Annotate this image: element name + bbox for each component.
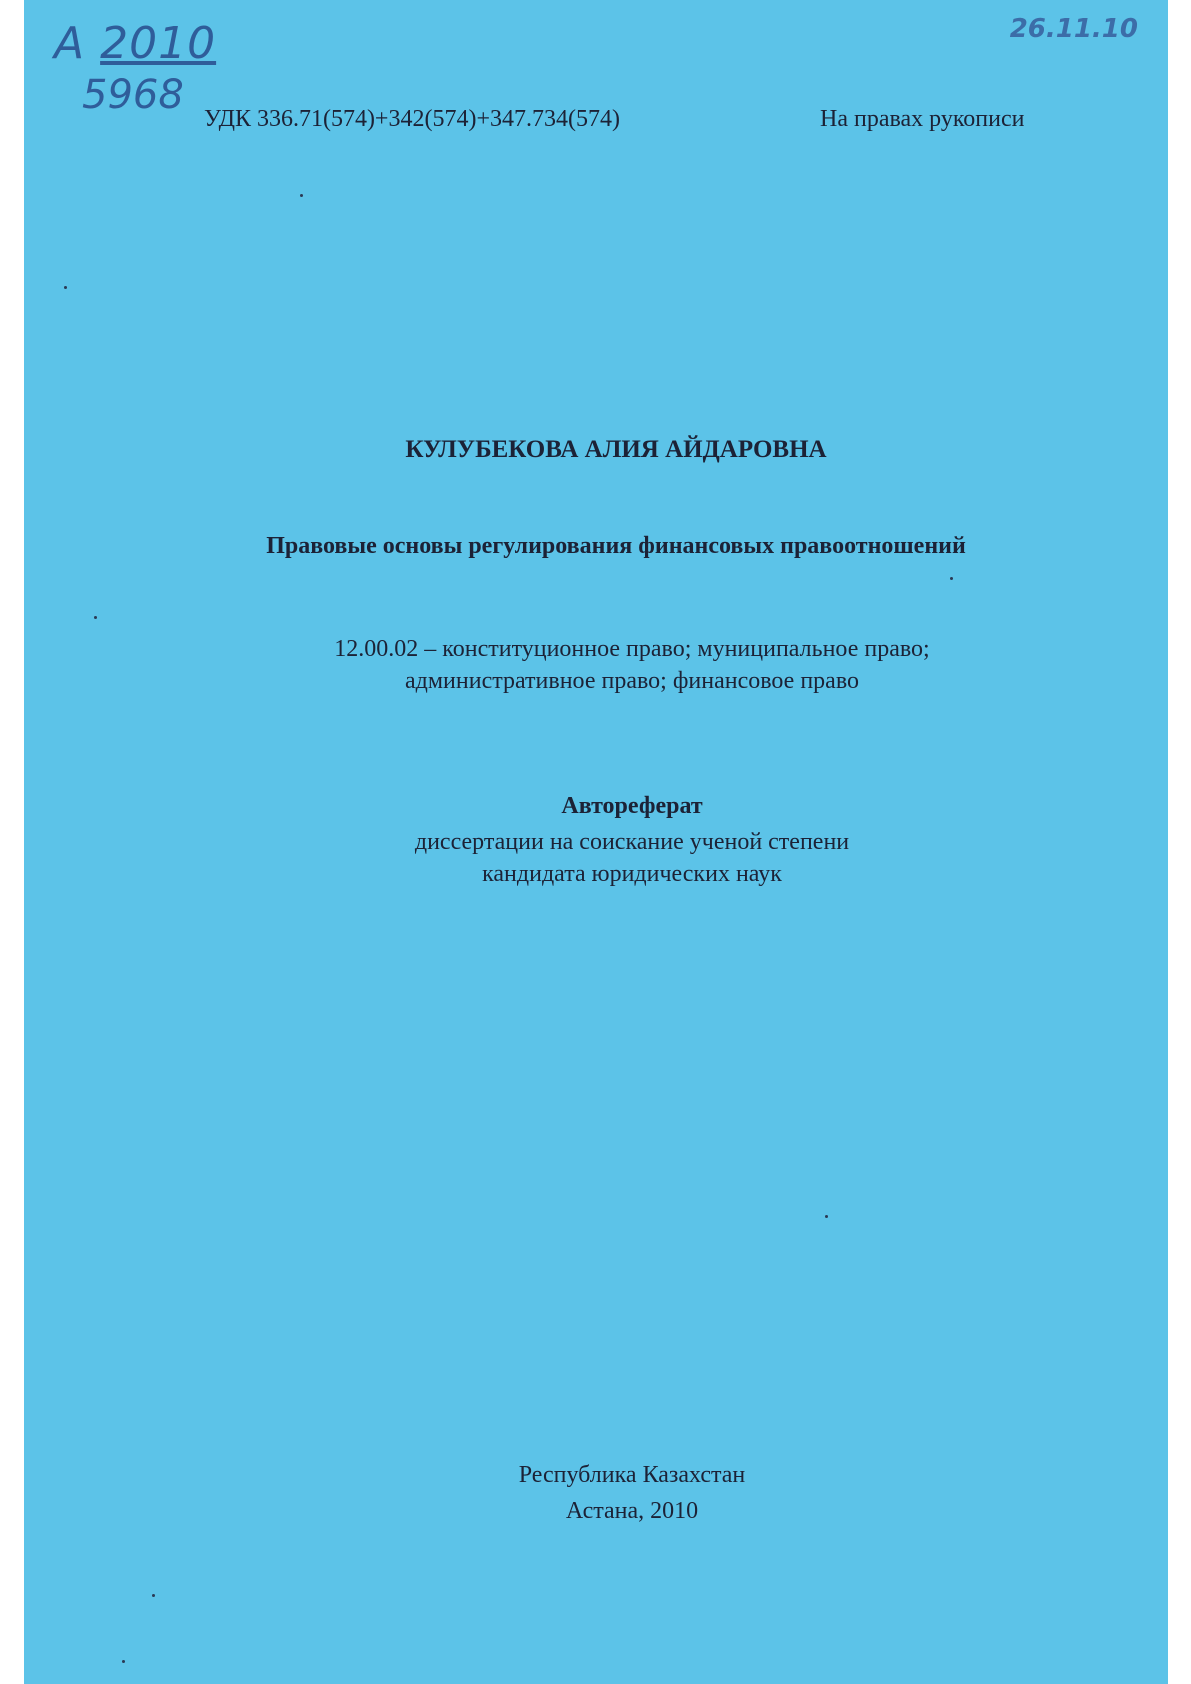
scan-speck	[94, 616, 97, 619]
degree-line-2: кандидата юридических наук	[482, 861, 782, 887]
author-name: КУЛУБЕКОВА АЛИЯ АЙДАРОВНА	[405, 436, 827, 463]
imprint-city-year: Астана, 2010	[565, 1498, 699, 1524]
scan-speck	[825, 1215, 828, 1218]
dissertation-title: Правовые основы регулирования финансовых правоотношений	[266, 533, 966, 559]
manuscript-rights-label: На правах рукописи	[820, 106, 1025, 132]
scan-speck	[122, 1660, 125, 1663]
imprint-country: Республика Казахстан	[518, 1462, 746, 1488]
degree-description	[60, 826, 1168, 890]
scan-speck	[300, 194, 303, 197]
specialty-code	[60, 633, 1168, 697]
degree-line-1: диссертации на соискание ученой степени	[414, 829, 850, 855]
handwritten-date: 26.11.10	[1009, 14, 1138, 44]
specialty-line-2: административное право; финансовое право	[405, 668, 859, 694]
imprint	[60, 1457, 1168, 1529]
handwritten-inventory-number: 5968	[82, 72, 184, 118]
document-type: Автореферат	[561, 793, 703, 819]
udk-code: УДК 336.71(574)+342(574)+347.734(574)	[204, 106, 620, 132]
scan-speck	[950, 577, 953, 580]
archive-year: 2010	[100, 18, 217, 69]
handwritten-archive-code	[54, 18, 216, 69]
archive-prefix: А	[54, 18, 86, 69]
scan-speck	[152, 1594, 155, 1597]
specialty-line-1: 12.00.02 – конституционное право; муниципальное право;	[334, 636, 930, 662]
document-page	[24, 0, 1168, 1684]
scan-speck	[64, 286, 67, 289]
